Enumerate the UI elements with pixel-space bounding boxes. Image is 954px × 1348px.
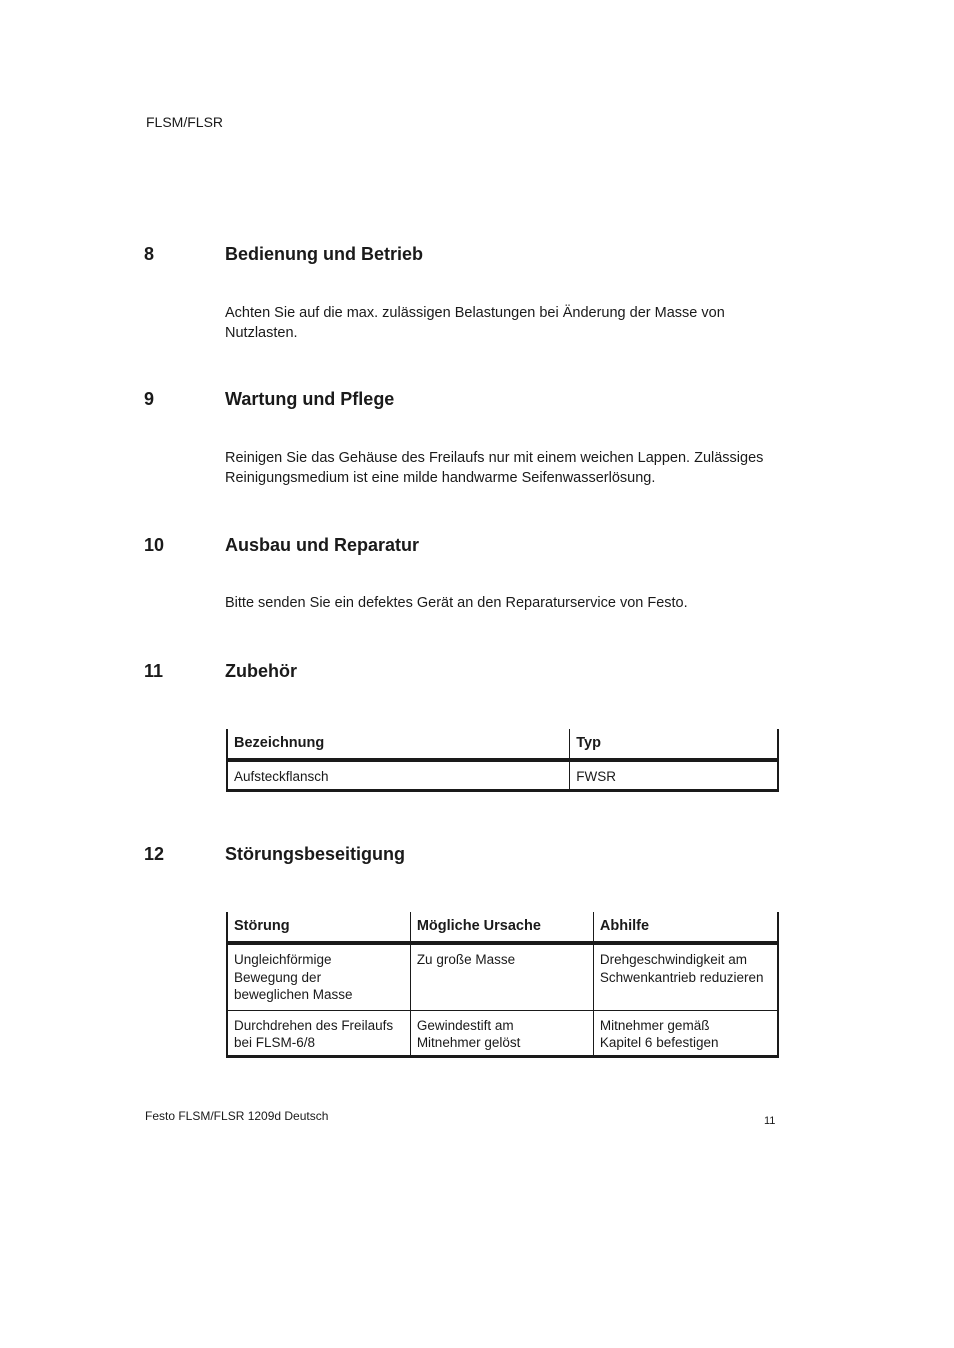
section-title: Bedienung und Betrieb	[225, 244, 423, 264]
section-title: Ausbau und Reparatur	[225, 535, 420, 555]
section-number: 12	[144, 844, 165, 864]
accessory-table	[226, 729, 779, 792]
table-cell: FWSR	[570, 760, 778, 790]
cell-line: Gewindestift am	[416, 1017, 514, 1033]
table-row	[227, 760, 778, 790]
troubleshooting-table	[226, 912, 779, 1058]
section-title: Wartung und Pflege	[225, 389, 395, 409]
table-row	[227, 943, 778, 1010]
section-title: Störungsbeseitigung	[225, 844, 405, 864]
section-title: Zubehör	[225, 661, 297, 681]
table-row	[227, 1010, 778, 1056]
column-header-ursache: Mögliche Ursache	[410, 912, 593, 943]
cell-line: beweglichen Masse	[234, 987, 353, 1002]
section-text-9: Reinigen Sie das Gehäuse des Freilaufs nur mit einem weichen Lappen. Zulässiges Reinigungsmedium ist eine milde handwarme Seifenwasserlösung.	[225, 450, 764, 486]
section-text-10: Bitte senden Sie ein defektes Gerät an den Reparaturservice von Festo.	[225, 595, 688, 611]
table-header-row	[227, 912, 778, 943]
section-number: 11	[144, 661, 164, 681]
cell-line: Kapitel 6 befestigen	[599, 1035, 719, 1050]
cell-line: Schwenkantrieb reduzieren	[599, 969, 764, 985]
cell-line: Drehgeschwindigkeit am	[599, 952, 747, 967]
table-cell: Aufsteckflansch	[227, 760, 570, 790]
cell-line: Bewegung der	[234, 969, 322, 985]
section-number: 10	[144, 535, 165, 555]
page-number: 11	[764, 1115, 776, 1127]
table-cell	[593, 943, 778, 1010]
section-text-8: Achten Sie auf die max. zulässigen Belastungen bei Änderung der Masse von Nutzlasten.	[225, 305, 725, 341]
column-header-stoerung: Störung	[227, 912, 410, 943]
cell-line: Mitnehmer gemäß	[599, 1017, 710, 1033]
section-number: 9	[144, 389, 155, 409]
table-cell	[227, 943, 410, 1010]
cell-line: Mitnehmer gelöst	[416, 1035, 521, 1050]
cell-line: Zu große Masse	[416, 952, 516, 967]
cell-line: bei FLSM-6/8	[234, 1035, 316, 1050]
table-cell	[593, 1010, 778, 1056]
cell-line: Ungleichförmige	[234, 952, 332, 967]
column-header-abhilfe: Abhilfe	[593, 912, 778, 943]
column-header-typ: Typ	[570, 729, 778, 760]
table-cell	[410, 1010, 593, 1056]
product-label: FLSM/FLSR	[146, 114, 224, 130]
cell-line: Durchdrehen des Freilaufs	[234, 1017, 394, 1033]
footer-document-label: Festo FLSM/FLSR 1209d Deutsch	[145, 1109, 329, 1123]
column-header-bezeichnung: Bezeichnung	[227, 729, 570, 760]
table-cell	[410, 943, 593, 1010]
table-header-row	[227, 729, 778, 760]
section-number: 8	[144, 244, 155, 264]
table-cell	[227, 1010, 410, 1056]
